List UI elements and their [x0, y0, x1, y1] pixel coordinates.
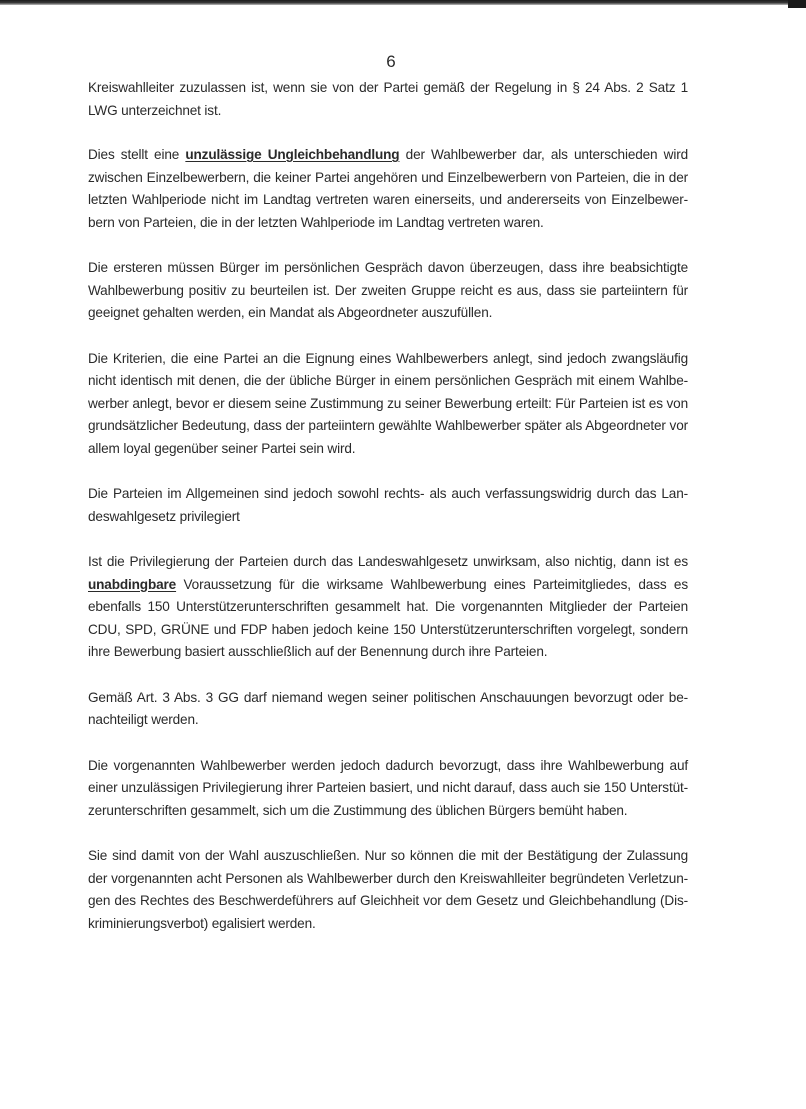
text-line: bern von Parteien, die in der letzten Wahlperiode im Landtag vertreten waren. — [88, 214, 544, 230]
text-fragment: Dies stellt eine — [88, 147, 186, 162]
text-line: zerunterschriften gesammelt, sich um die Zustimmung des üblichen Bürgers bemüht haben. — [88, 802, 628, 818]
text-line: letzten Wahlperiode nicht im Landtag vertreten waren einerseits, und andererseits von Einzelbewer- — [88, 192, 688, 207]
paragraph-parteien-privilegiert — [88, 483, 688, 528]
text-line: allem loyal gegenüber seiner Partei sein wird. — [88, 440, 356, 456]
text-line: zwischen Einzelbewerbern, die keiner Partei angehören und Einzelbewerbern von Parteien, die in der — [88, 169, 688, 185]
document-body — [88, 77, 688, 958]
paragraph-ungleichbehandlung — [88, 144, 688, 234]
text-line: Die Kriterien, die eine Partei an die Eignung eines Wahlbewerbers anlegt, sind jedoch zwangsläufig — [88, 350, 688, 366]
text-line — [88, 574, 688, 597]
text-line: ihre Bewerbung basiert ausschließlich auf der Benennung durch ihre Parteien. — [88, 644, 548, 659]
text-fragment: der Wahlbewerber dar, als unterschieden wird — [399, 147, 688, 162]
text-line: Ist die Privilegierung der Parteien durch das Landeswahlgesetz unwirksam, also nichtig, dann ist es — [88, 554, 688, 569]
text-line: deswahlgesetz privilegiert — [88, 508, 240, 524]
paragraph-unabdingbare — [88, 551, 688, 664]
text-line: Wahlbewerbung positiv zu beurteilen ist. Der zweiten Gruppe reicht es aus, dass sie parteiintern für — [88, 282, 688, 298]
text-line: kriminierungsverbot) egalisiert werden. — [88, 915, 316, 931]
text-line: ebenfalls 150 Unterstützerunterschriften gesammelt hat. Die vorgenannten Mitglieder der Parteien — [88, 599, 688, 614]
text-line: Die Parteien im Allgemeinen sind jedoch sowohl rechts- als auch verfassungswidrig durch das Lan- — [88, 486, 688, 501]
text-line: LWG unterzeichnet ist. — [88, 102, 222, 118]
text-line: nicht identisch mit denen, die der übliche Bürger in einem persönlichen Gespräch mit einem Wahlbe- — [88, 373, 688, 388]
paragraph-continuation — [88, 77, 688, 122]
text-line: gen des Rechtes des Beschwerdeführers auf Gleichheit vor dem Gesetz und Gleichbehandlung (Dis- — [88, 893, 688, 908]
text-line: Sie sind damit von der Wahl auszuschließen. Nur so können die mit der Bestätigung der Zulassung — [88, 848, 688, 863]
text-line: nachteiligt werden. — [88, 712, 199, 727]
paragraph-bevorzugt — [88, 755, 688, 823]
text-line: Die vorgenannten Wahlbewerber werden jedoch dadurch bevorzugt, dass ihre Wahlbewerbung auf — [88, 757, 688, 773]
text-line: Die ersteren müssen Bürger im persönlichen Gespräch davon überzeugen, dass ihre beabsichtigte — [88, 260, 688, 275]
text-line: grundsätzlicher Bedeutung, dass der parteiintern gewählte Wahlbewerber später als Abgeordneter vor — [88, 418, 688, 433]
text-line: geeignet gehalten werden, ein Mandat als Abgeordneter auszufüllen. — [88, 305, 493, 320]
paragraph-ausschliessen — [88, 845, 688, 935]
text-fragment: Voraussetzung für die wirksame Wahlbewerbung eines Parteimitgliedes, dass es — [176, 576, 688, 592]
paragraph-kriterien — [88, 348, 688, 461]
paragraph-art3-gg — [88, 687, 688, 732]
emphasized-term: unabdingbare — [88, 576, 177, 592]
text-line: Kreiswahlleiter zuzulassen ist, wenn sie von der Partei gemäß der Regelung in § 24 Abs. 2 Satz 1 — [88, 80, 688, 95]
text-line: Gemäß Art. 3 Abs. 3 GG darf niemand wegen seiner politischen Anschauungen bevorzugt oder be- — [88, 689, 688, 705]
paragraph-ersteren — [88, 257, 688, 325]
emphasized-term: unzulässige Ungleichbehandlung — [185, 147, 400, 162]
page-number: 6 — [386, 52, 396, 71]
text-line: werber anlegt, bevor er diesem seine Zustimmung zu seiner Bewerbung erteilt: Für Parteien ist es von — [88, 395, 688, 411]
text-line: einer unzulässigen Privilegierung ihrer Parteien basiert, und nicht darauf, dass auch sie 150 Unterstüt- — [88, 780, 688, 795]
text-line: der vorgenannten acht Personen als Wahlbewerber durch den Kreiswahlleiter begründeten Verletzun- — [88, 870, 688, 886]
text-line — [88, 144, 688, 167]
text-line: CDU, SPD, GRÜNE und FDP haben jedoch keine 150 Unterstützerunterschriften vorgelegt, sondern — [88, 621, 688, 637]
